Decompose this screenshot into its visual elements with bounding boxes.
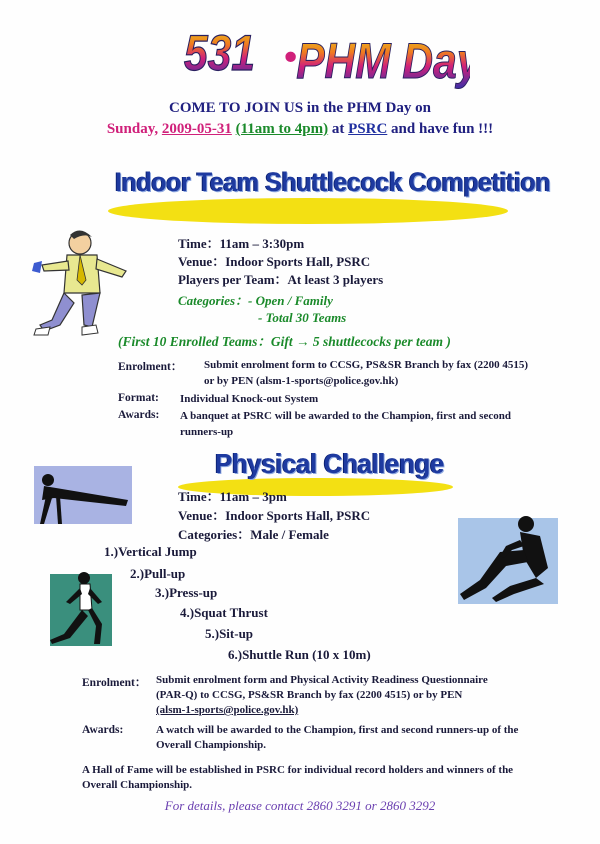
shuttlecock-awards-line-2: runners-up bbox=[180, 426, 234, 438]
hall-of-fame-line-2: Overall Championship. bbox=[82, 779, 193, 791]
physical-venue: Venue：Indoor Sports Hall, PSRC bbox=[178, 508, 371, 523]
shuttlecock-gift: (First 10 Enrolled Teams：Gift → 5 shuttlecocks per team ) bbox=[118, 334, 451, 349]
title-dot: • bbox=[280, 38, 302, 79]
situp-illustration bbox=[440, 510, 560, 610]
shuttlecock-awards-label: Awards: bbox=[118, 409, 160, 421]
shuttlecock-players: Players per Team：At least 3 players bbox=[178, 272, 384, 287]
intro-day: Sunday, bbox=[106, 121, 159, 137]
heading-ellipse-1 bbox=[108, 198, 508, 224]
shuttlecock-time: Time：11am – 3:30pm bbox=[178, 236, 305, 251]
event-item: 5.)Sit-up bbox=[205, 626, 254, 641]
shuttlecock-enrol-line-1: Submit enrolment form to CCSG, PS&SR Branch by fax (2200 4515) bbox=[204, 359, 528, 371]
physical-awards-label: Awards: bbox=[82, 724, 124, 736]
physical-awards-line-2: Overall Championship. bbox=[156, 739, 267, 751]
shuttlecock-format-label: Format: bbox=[118, 392, 159, 404]
intro-line-1: COME TO JOIN US in the PHM Day on bbox=[169, 100, 431, 116]
shuttlecock-heading: Indoor Team Shuttlecock Competition bbox=[115, 167, 551, 197]
shuttlecock-enrol-label: Enrolment： bbox=[118, 361, 183, 373]
shuttlecock-venue: Venue：Indoor Sports Hall, PSRC bbox=[178, 254, 371, 269]
runner-illustration bbox=[44, 568, 114, 648]
pressup-illustration bbox=[30, 466, 134, 528]
physical-enrol-email: (alsm-1-sports@police.gov.hk) bbox=[156, 704, 299, 716]
shuttlecock-player-illustration bbox=[22, 225, 142, 345]
intro-line-2 bbox=[0, 121, 600, 138]
event-item: 6.)Shuttle Run (10 x 10m) bbox=[228, 647, 371, 662]
shuttlecock-awards-line-1: A banquet at PSRC will be awarded to the Champion, first and second bbox=[180, 410, 511, 422]
event-item: 3.)Press-up bbox=[155, 585, 218, 600]
intro-place: PSRC bbox=[348, 121, 388, 137]
hall-of-fame-line-1: A Hall of Fame will be established in PSRC for individual record holders and winners of the bbox=[82, 764, 514, 776]
shuttlecock-enrol-line-2: or by PEN (alsm-1-sports@police.gov.hk) bbox=[204, 375, 399, 387]
physical-enrol-line-2: (PAR-Q) to CCSG, PS&SR Branch by fax (2200 4515) or by PEN bbox=[156, 689, 463, 701]
event-item: 4.)Squat Thrust bbox=[180, 605, 268, 620]
contact-footer: For details, please contact 2860 3291 or 2860 3292 bbox=[164, 798, 436, 813]
shuttlecock-format-text: Individual Knock-out System bbox=[180, 393, 319, 405]
intro-fun: and have fun !!! bbox=[391, 121, 494, 137]
title-graphic bbox=[150, 8, 470, 98]
physical-enrol-line-1: Submit enrolment form and Physical Activity Readiness Questionnaire bbox=[156, 674, 488, 686]
title-part2: PHM Day bbox=[296, 32, 470, 89]
physical-time: Time：11am – 3pm bbox=[178, 489, 287, 504]
event-item: 2.)Pull-up bbox=[130, 566, 186, 581]
page-title bbox=[150, 8, 470, 98]
title-part1: 531 bbox=[184, 24, 255, 81]
shuttlecock-categories: Categories：- Open / Family bbox=[178, 293, 333, 308]
physical-awards-line-1: A watch will be awarded to the Champion, first and second runners-up of the bbox=[156, 724, 519, 736]
intro-date: 2009-05-31 bbox=[161, 121, 232, 137]
intro-at: at bbox=[331, 121, 345, 137]
intro-time: (11am to 4pm) bbox=[235, 121, 329, 137]
event-item: 1.)Vertical Jump bbox=[104, 544, 197, 559]
shuttlecock-total: - Total 30 Teams bbox=[258, 310, 347, 325]
physical-enrol-label: Enrolment： bbox=[82, 677, 147, 689]
physical-categories: Categories：Male / Female bbox=[178, 527, 329, 542]
physical-heading: Physical Challenge bbox=[215, 448, 444, 479]
